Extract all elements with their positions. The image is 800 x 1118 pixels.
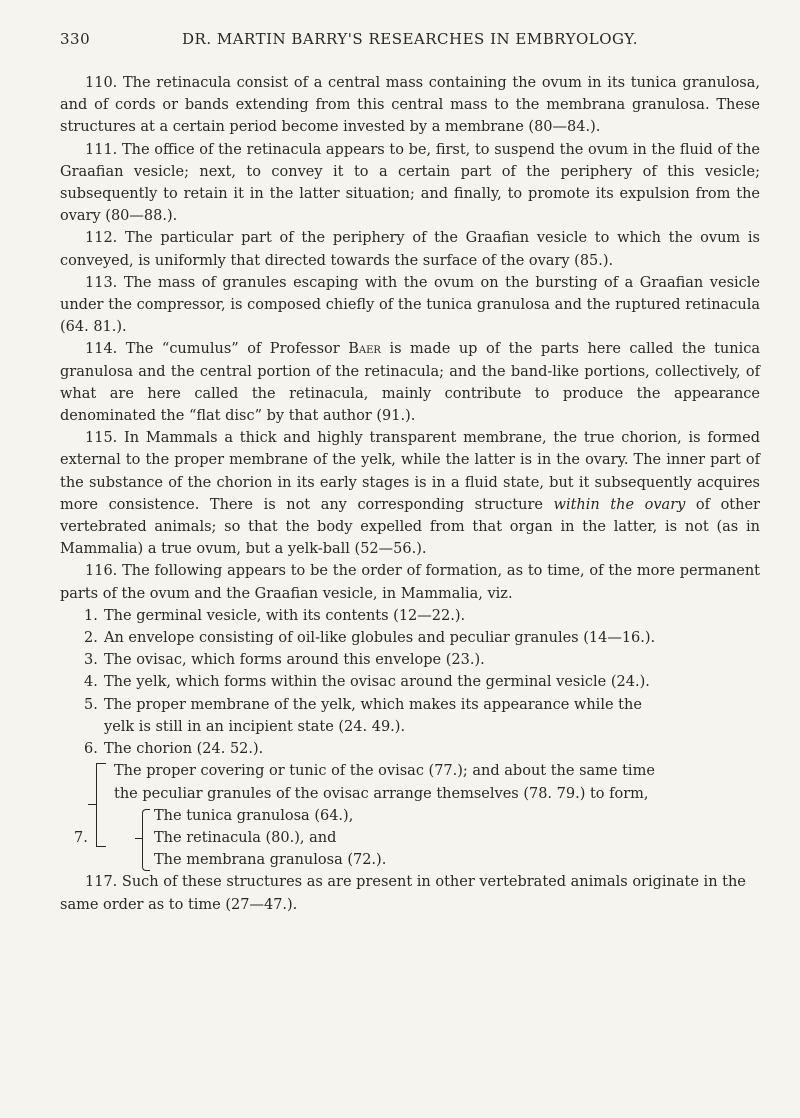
- list-item-number: 3.: [84, 652, 98, 669]
- item7-line-1: The proper covering or tunic of the ovisac (77.); and about the same time: [114, 763, 655, 780]
- list-item-number: 5.: [84, 696, 98, 713]
- list-item-number: 7.: [74, 830, 88, 847]
- p114-text-b: is made up of the parts here called the tunica granulosa and the central portion of the retinacula; and the band-like portions, collectively, of what are here called the retinacula, mainly contribute to produce the appearance denominated the “flat disc” by that author (91.).: [60, 341, 760, 425]
- p115-emphasis: within the ovary: [553, 496, 686, 513]
- list-item-number: 6.: [84, 741, 98, 758]
- list-item-text: The germinal vesicle, with its contents (12—22.).: [104, 607, 466, 624]
- sub-item: The retinacula (80.), and: [154, 829, 337, 846]
- paragraph-110: 110. The retinacula consist of a central mass containing the ovum in its tunica granulosa, and of cords or bands extending from this central mass to the membrana granulosa. These structures at a certain period become invested by a membrane (80—84.).: [60, 75, 760, 136]
- list-item: [60, 627, 760, 649]
- p114-text-a: 114. The “cumulus” of Professor: [85, 341, 349, 358]
- outer-brace: [96, 763, 106, 847]
- list-item: [60, 605, 760, 627]
- paragraph-111: 111. The office of the retinacula appears to be, first, to suspend the ovum in the fluid of the Graafian vesicle; next, to convey it to a certain part of the periphery of this vesicle; subsequently to retain it in the latter situation; and finally, to promote its expulsion from the ovary (80—88.).: [60, 141, 760, 225]
- sub-item: The tunica granulosa (64.),: [154, 807, 354, 824]
- paragraph-114: [60, 338, 760, 427]
- list-item-number: 2.: [84, 630, 98, 647]
- sub-item: The membrana granulosa (72.).: [154, 852, 387, 869]
- running-title: DR. MARTIN BARRY'S RESEARCHES IN EMBRYOLOGY.: [182, 30, 638, 48]
- list-item: [60, 694, 760, 738]
- list-item: [60, 738, 760, 760]
- running-head: [60, 30, 760, 48]
- page-number: 330: [60, 30, 91, 48]
- p115-text-a: 115. In Mammals a thick and highly transparent membrane, the true chorion, is formed external to the proper membrane of the yelk, while the latter is in the ovary. The inner part of the substance of the chorion in its early stages is in a fluid state, but it subsequently acquires more consistence. There is not any corresponding structure: [60, 430, 760, 513]
- author-name-baer: Baer: [348, 341, 381, 358]
- list-item-text: The proper membrane of the yelk, which makes its appearance while the: [104, 696, 642, 713]
- paragraph-115: [60, 427, 760, 560]
- list-item-number: 4.: [84, 674, 98, 691]
- list-item-continuation: yelk is still in an incipient state (24. 49.).: [104, 718, 406, 735]
- item7-body: [102, 760, 760, 871]
- list-item-text: An envelope consisting of oil-like globules and peculiar granules (14—16.).: [104, 630, 656, 647]
- list-item-7-group: [74, 760, 760, 871]
- list-item-text: The chorion (24. 52.).: [104, 741, 264, 758]
- p115-text-b: of other vertebrated animals; so that the body expelled from that organ in the latter, is not (as in Mammalia) a true ovum, but a yelk-ball (52—56.).: [60, 496, 760, 558]
- paragraph-113: 113. The mass of granules escaping with the ovum on the bursting of a Graafian vesicle under the compressor, is composed chiefly of the tunica granulosa and the ruptured retinacula (64. 81.).: [60, 274, 760, 336]
- list-item-text: The yelk, which forms within the ovisac around the germinal vesicle (24.).: [104, 674, 650, 691]
- list-item-text: The ovisac, which forms around this envelope (23.).: [104, 652, 485, 669]
- item7-line-2: the peculiar granules of the ovisac arrange themselves (78. 79.) to form,: [114, 785, 649, 802]
- document-page: [60, 30, 760, 916]
- paragraph-112: 112. The particular part of the periphery of the Graafian vesicle to which the ovum is conveyed, is uniformly that directed towards the surface of the ovary (85.).: [60, 230, 760, 269]
- list-item-number: 1.: [84, 607, 98, 624]
- formation-order-list: [60, 605, 760, 760]
- item7-sub-group: [114, 805, 760, 872]
- paragraph-116: 116. The following appears to be the order of formation, as to time, of the more permanent parts of the ovum and the Graafian vesicle, in Mammalia, viz.: [60, 563, 760, 602]
- paragraph-117: 117. Such of these structures as are present in other vertebrated animals originate in the same order as to time (27—47.).: [60, 874, 746, 913]
- inner-brace: [142, 809, 150, 871]
- list-item: [60, 671, 760, 693]
- list-item: [60, 649, 760, 671]
